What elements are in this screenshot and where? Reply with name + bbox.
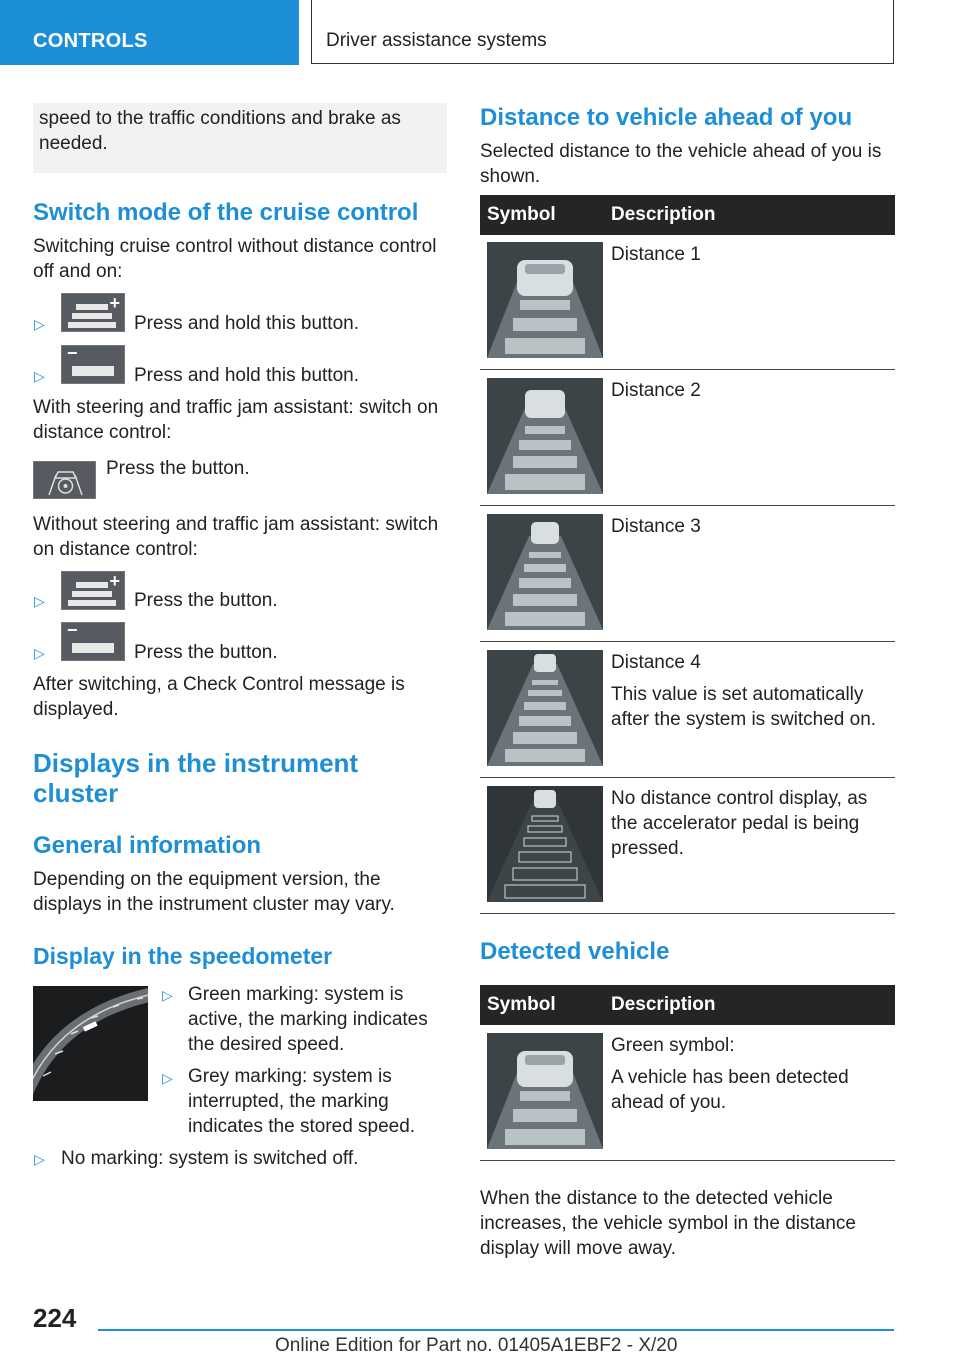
no-distance-desc: No distance control display, as the accelerator pedal is being pressed. <box>611 788 868 859</box>
bullet-triangle-icon: ▷ <box>162 987 173 1003</box>
continued-note <box>33 103 447 173</box>
page-number: 224 <box>33 1303 77 1333</box>
distance-2-desc: Distance 2 <box>611 380 701 401</box>
bullet-triangle-icon: ▷ <box>34 593 45 609</box>
distance-4-extra: This value is set automatically after the system is switched on. <box>611 684 877 730</box>
row-divider <box>480 369 895 370</box>
detected-after-text: When the distance to the detected vehicle increases, the vehicle symbol in the distance display will move away. <box>480 1188 856 1259</box>
switch-mode-title: Switch mode of the cruise control <box>33 199 419 226</box>
distance-decrease-button-icon: − <box>61 345 125 384</box>
distance-increase-button-icon: + <box>61 293 125 332</box>
row-divider <box>480 777 895 778</box>
displays-title: Displays in the instrument cluster <box>33 748 359 808</box>
distance-4-symbol <box>487 650 603 766</box>
section-title: CONTROLS <box>33 30 148 52</box>
distance-1-desc: Distance 1 <box>611 244 701 265</box>
steering-with-text: With steering and traffic jam assistant: switch on distance control: <box>33 397 439 443</box>
distance-4-desc: Distance 4 <box>611 652 701 673</box>
col-description: Description <box>611 994 716 1015</box>
detected-vehicle-symbol <box>487 1033 603 1149</box>
general-info-title: General information <box>33 832 262 859</box>
note-text: speed to the traffic conditions and brake as needed. <box>39 108 401 154</box>
bullet-triangle-icon: ▷ <box>34 1151 45 1167</box>
edition-text: Online Edition for Part no. 01405A1EBF2 - X/20 <box>275 1335 678 1356</box>
distance-3-desc: Distance 3 <box>611 516 701 537</box>
col-symbol: Symbol <box>487 994 556 1015</box>
press-button-text: Press the button. <box>106 458 250 479</box>
detected-title: Detected vehicle <box>480 938 670 965</box>
item-press-button-2: Press the button. <box>134 642 278 663</box>
distance-table-header <box>480 195 895 235</box>
switch-mode-intro: Switching cruise control without distance control off and on: <box>33 236 437 282</box>
distance-2-symbol <box>487 378 603 494</box>
row-divider <box>480 913 895 914</box>
item-press-button-1: Press the button. <box>134 590 278 611</box>
distance-decrease-button-icon: − <box>61 622 125 661</box>
speedometer-title: Display in the speedometer <box>33 943 333 969</box>
distance-1-symbol <box>487 242 603 358</box>
row-divider <box>480 1160 895 1161</box>
no-marking-text: No marking: system is switched off. <box>61 1148 359 1169</box>
steering-without-text: Without steering and traffic jam assistant: switch on distance control: <box>33 514 439 560</box>
bullet-triangle-icon: ▷ <box>34 368 45 384</box>
no-distance-symbol <box>487 786 603 902</box>
detected-desc: Green symbol: <box>611 1035 735 1056</box>
chapter-header <box>311 0 894 64</box>
speedo-item-green: Green marking: system is active, the marking indicates the desired speed. <box>188 984 428 1055</box>
item-press-hold-1: Press and hold this button. <box>134 313 359 334</box>
detected-extra: A vehicle has been detected ahead of you. <box>611 1067 849 1113</box>
bullet-triangle-icon: ▷ <box>162 1070 173 1086</box>
speedo-item-grey: Grey marking: system is interrupted, the marking indicates the stored speed. <box>188 1066 416 1137</box>
distance-increase-button-icon: + <box>61 571 125 610</box>
speedometer-image <box>33 986 148 1101</box>
after-switching-text: After switching, a Check Control message is displayed. <box>33 674 405 720</box>
footer-divider <box>98 1329 894 1331</box>
distance-intro: Selected distance to the vehicle ahead of you is shown. <box>480 141 882 187</box>
distance-3-symbol <box>487 514 603 630</box>
general-info-text: Depending on the equipment version, the displays in the instrument cluster may vary. <box>33 869 395 915</box>
bullet-triangle-icon: ▷ <box>34 316 45 332</box>
col-symbol: Symbol <box>487 204 556 225</box>
bullet-triangle-icon: ▷ <box>34 645 45 661</box>
distance-title: Distance to vehicle ahead of you <box>480 104 853 131</box>
row-divider <box>480 505 895 506</box>
col-description: Description <box>611 204 716 225</box>
section-tab <box>0 0 299 65</box>
item-press-hold-2: Press and hold this button. <box>134 365 359 386</box>
steering-assistant-button-icon <box>33 461 96 499</box>
detected-table-header <box>480 985 895 1025</box>
row-divider <box>480 641 895 642</box>
chapter-title: Driver assistance systems <box>326 30 547 51</box>
